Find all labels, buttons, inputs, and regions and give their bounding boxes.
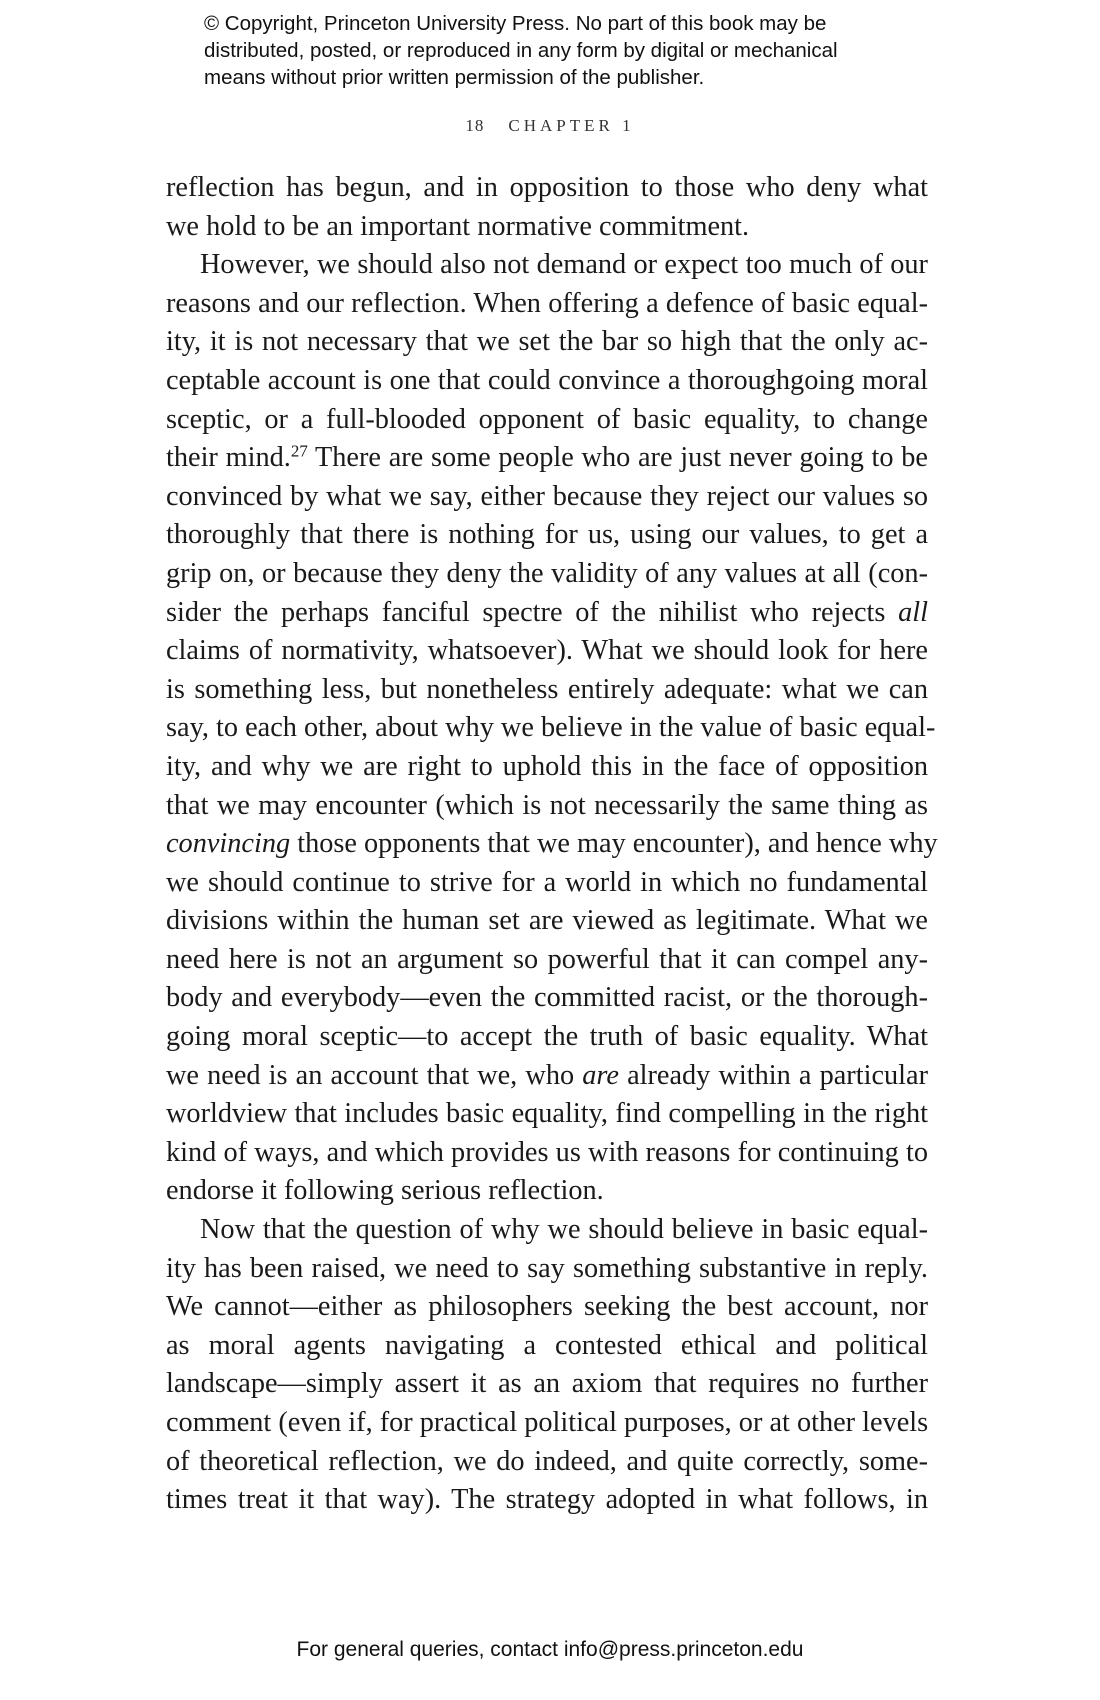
- text-line: [166, 439, 928, 478]
- text-line: times treat it that way). The strategy adopted in what follows, in: [166, 1484, 928, 1516]
- text-line: say, to each other, about why we believe in the value of basic equal-: [166, 712, 936, 744]
- text-line: Now that the question of why we should believe in basic equal-: [200, 1214, 928, 1246]
- text-line: need here is not an argument so powerful that it can compel any-: [166, 943, 928, 975]
- text-line: we should continue to strive for a world in which no fundamental: [166, 866, 928, 898]
- body-text: [166, 169, 938, 1520]
- copyright-line: means without prior written permission of the publisher.: [204, 66, 705, 89]
- page-number: 18: [465, 116, 485, 135]
- text-line: claims of normativity, whatsoever). What we should look for here: [166, 635, 928, 667]
- text-line: of theoretical reflection, we do indeed, and quite correctly, some-: [166, 1445, 928, 1477]
- text-fragment: sider the perhaps fanciful spectre of the nihilist who rejects: [166, 596, 886, 628]
- text-line: worldview that includes basic equality, find compelling in the right: [166, 1098, 928, 1130]
- text-line: sceptic, or a full-blooded opponent of basic equality, to change: [166, 403, 928, 435]
- copyright-notice: [204, 10, 964, 91]
- text-line: [166, 594, 928, 633]
- text-line: endorse it following serious reflection.: [166, 1175, 604, 1207]
- text-line: as moral agents navigating a contested ethical and political: [166, 1329, 928, 1361]
- text-line: divisions within the human set are viewed as legitimate. What we: [166, 905, 928, 937]
- text-line: landscape—simply assert it as an axiom that requires no further: [166, 1368, 928, 1400]
- text-line: [166, 825, 938, 864]
- copyright-line: distributed, posted, or reproduced in any form by digital or mechanical: [204, 39, 838, 62]
- text-line: However, we should also not demand or expect too much of our: [200, 249, 928, 281]
- text-line: is something less, but nonetheless entirely adequate: what we can: [166, 673, 928, 705]
- text-line: ity has been raised, we need to say something substantive in reply.: [166, 1252, 928, 1284]
- text-line: grip on, or because they deny the validity of any values at all (con-: [166, 557, 928, 589]
- text-fragment: already within a particular: [618, 1059, 929, 1091]
- text-line: reflection has begun, and in opposition to those who deny what: [166, 172, 928, 203]
- text-line: ity, and why we are right to uphold this in the face of opposition: [166, 750, 928, 782]
- text-line: going moral sceptic—to accept the truth of basic equality. What: [166, 1021, 928, 1053]
- footer-contact: For general queries, contact info@press.princeton.edu: [296, 1638, 804, 1661]
- text-line: kind of ways, and which provides us with reasons for continuing to: [166, 1136, 928, 1168]
- text-line: We cannot—either as philosophers seeking the best account, nor: [166, 1291, 928, 1323]
- text-line: reasons and our reflection. When offering a defence of basic equal-: [166, 287, 928, 319]
- text-line: ceptable account is one that could convince a thoroughgoing moral: [166, 364, 928, 396]
- text-line: ity, it is not necessary that we set the bar so high that the only ac-: [166, 326, 928, 358]
- text-fragment: their mind.: [166, 442, 291, 474]
- text-line: thoroughly that there is nothing for us, using our values, to get a: [166, 519, 928, 551]
- text-line: [166, 1057, 928, 1096]
- text-fragment: those opponents that we may encounter), and hence why: [290, 828, 938, 860]
- text-fragment: we need is an account that we, who: [166, 1059, 575, 1091]
- text-line: comment (even if, for practical political purposes, or at other levels: [166, 1407, 929, 1438]
- text-line: that we may encounter (which is not necessarily the same thing as: [166, 789, 928, 821]
- emphasis: all: [898, 596, 928, 628]
- text-fragment: There are some people who are just never going to be: [307, 442, 928, 474]
- footnote-ref: 27: [290, 441, 308, 461]
- emphasis: convincing: [166, 828, 291, 860]
- running-head: [0, 116, 1100, 136]
- text-line: body and everybody—even the committed racist, or the thorough-: [166, 982, 928, 1014]
- chapter-label: CHAPTER 1: [508, 116, 635, 135]
- copyright-line: © Copyright, Princeton University Press. No part of this book may be: [204, 12, 827, 35]
- text-line: we hold to be an important normative commitment.: [166, 210, 750, 242]
- text-line: convinced by what we say, either because they reject our values so: [166, 480, 928, 512]
- emphasis: are: [582, 1059, 619, 1091]
